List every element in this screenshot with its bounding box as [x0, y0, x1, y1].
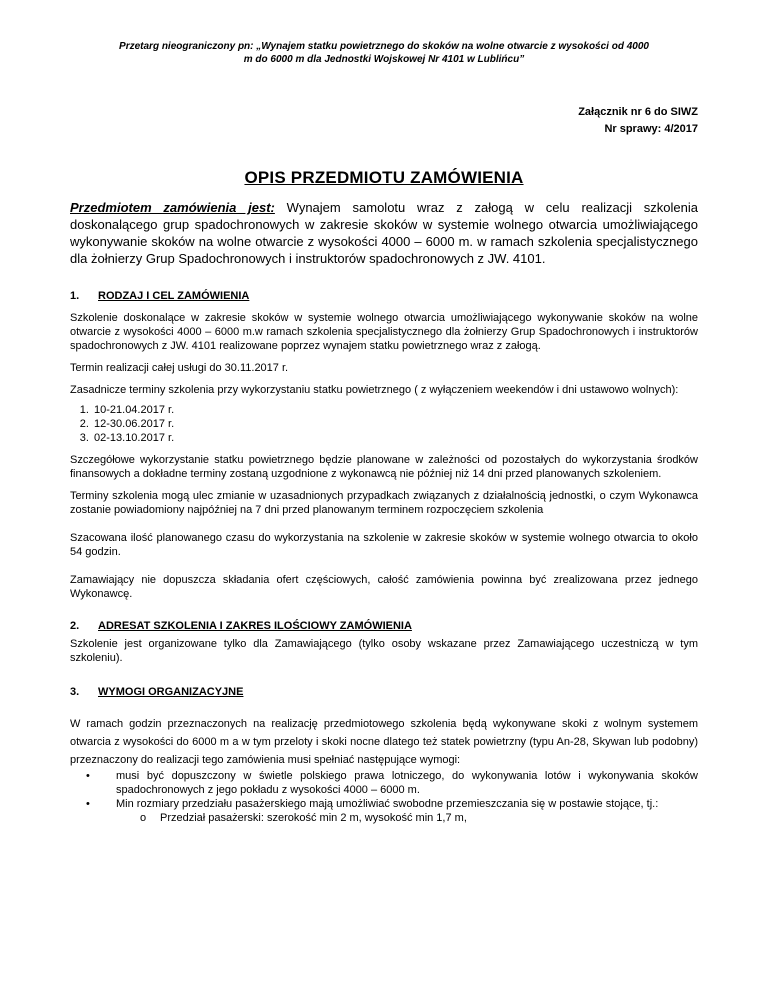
bullet-icon: •: [86, 798, 90, 810]
list-item-text: musi być dopuszczony w świetle polskiego prawa lotniczego, do wykonywania lotów i wykonywania skoków spadochronowych z jego pokładu z wysokości 4000 – 6000 m.: [116, 770, 698, 796]
list-item: 2. 12-30.06.2017 r.: [92, 417, 698, 431]
section-number: 2.: [70, 620, 80, 632]
list-item-text: Przedział pasażerski: szerokość min 2 m, wysokość min 1,7 m,: [160, 812, 467, 824]
circle-bullet-icon: o: [140, 812, 147, 824]
section-1-paragraph: Zasadnicze terminy szkolenia przy wykorzystaniu statku powietrznego ( z wyłączeniem weekendów i dni ustawowo wolnych):: [70, 384, 679, 396]
list-item: [70, 811, 698, 825]
section-title: ADRESAT SZKOLENIA I ZAKRES ILOŚCIOWY ZAMÓWIENIA: [98, 620, 412, 632]
list-item: 3. 02-13.10.2017 r.: [92, 431, 698, 445]
list-item: [70, 797, 698, 811]
header-line-2: m do 6000 m dla Jednostki Wojskowej Nr 4101 w Lublińcu”: [243, 54, 525, 65]
requirements-list: [70, 769, 698, 811]
training-dates-list: [70, 403, 698, 445]
section-3-paragraph: W ramach godzin przeznaczonych na realizację przedmiotowego szkolenia będą wykonywane skoki z wolnym systemem otwarcia z wysokości do 6000 m a w tym przeloty i skoki nocne dlatego też statek powietrzny (typu An-28, Skywan lub podobny) przeznaczony do realizacji tego zamówienia musi spełniać następujące wymogi:: [70, 718, 698, 766]
section-1-paragraph: Zamawiający nie dopuszcza składania ofert częściowych, całość zamówienia powinna być zrealizowana przez jednego Wykonawcę.: [70, 574, 698, 600]
section-number: 3.: [70, 686, 80, 698]
section-title: RODZAJ I CEL ZAMÓWIENIA: [98, 290, 250, 302]
annex-reference: [70, 104, 698, 138]
list-item: [70, 769, 698, 797]
section-1-paragraph: Szczegółowe wykorzystanie statku powietrznego będzie planowane w zależności od pozostałych do wykorzystania środków finansowych a dokładne terminy zostaną uzgodnione z wykonawcą nie później niż 14 dni przed planowanych szkoleniem.: [70, 454, 698, 480]
list-item-text: Min rozmiary przedziału pasażerskiego mają umożliwiać swobodne przemieszczania się w postawie stojące, tj.:: [116, 798, 659, 810]
bullet-icon: •: [86, 770, 90, 782]
section-1-paragraph: Szkolenie doskonalące w zakresie skoków w systemie wolnego otwarcia umożliwiającego wykonywanie skoków na wolne otwarcie z wysokości 4000 – 6000 m.w ramach szkolenia specjalistycznego dla żołnierzy Grup Spadochronowych i instruktorów spadochronowych z JW. 4101 realizowane poprzez wynajem statku powietrznego wraz z załogą.: [70, 312, 698, 352]
header-line-1: Przetarg nieograniczony pn: „Wynajem statku powietrznego do skoków na wolne otwarcie z wysokości od 4000: [119, 41, 649, 52]
page-header: [70, 40, 698, 66]
list-item: 1. 10-21.04.2017 r.: [92, 403, 698, 417]
section-1-paragraph: Terminy szkolenia mogą ulec zmianie w uzasadnionych przypadkach związanych z działalnością jednostki, o czym Wykonawca zostanie powiadomiony najpóźniej na 7 dni przed planowanym terminem rozpoczęciem szkolenia: [70, 490, 698, 516]
section-2-heading: [70, 619, 698, 633]
annex-number: Załącznik nr 6 do SIWZ: [578, 106, 698, 118]
section-title: WYMOGI ORGANIZACYJNE: [98, 686, 244, 698]
intro-lead: Przedmiotem zamówienia jest:: [70, 200, 275, 215]
section-number: 1.: [70, 290, 80, 302]
intro-text: Wynajem samolotu wraz z załogą w celu realizacji szkolenia doskonalącego grup spadochronowych w zakresie skoków w systemie wolnego otwarcia umożliwiającego wykonywanie skoków na wolne otwarcie z wysokości 4000 – 6000 m. w ramach szkolenia specjalistycznego dla żołnierzy Grup Spadochronowych i instruktorów spadochronowych z JW. 4101.: [70, 200, 698, 266]
section-1-paragraph: Termin realizacji całej usługi do 30.11.2017 r.: [70, 362, 289, 374]
section-1-paragraph: Szacowana ilość planowanego czasu do wykorzystania na szkolenie w zakresie skoków w systemie wolnego otwarcia to około 54 godzin.: [70, 532, 698, 558]
section-2-paragraph: Szkolenie jest organizowane tylko dla Zamawiającego (tylko osoby wskazane przez Zamawiającego uczestniczą w tym szkoleniu).: [70, 638, 698, 664]
case-number: Nr sprawy: 4/2017: [604, 123, 698, 135]
document-page: [70, 40, 698, 825]
document-title: OPIS PRZEDMIOTU ZAMÓWIENIA: [244, 168, 524, 187]
requirements-sublist: [70, 811, 698, 825]
section-3-heading: [70, 685, 698, 699]
section-1-heading: [70, 289, 698, 303]
intro-paragraph: [70, 199, 698, 267]
